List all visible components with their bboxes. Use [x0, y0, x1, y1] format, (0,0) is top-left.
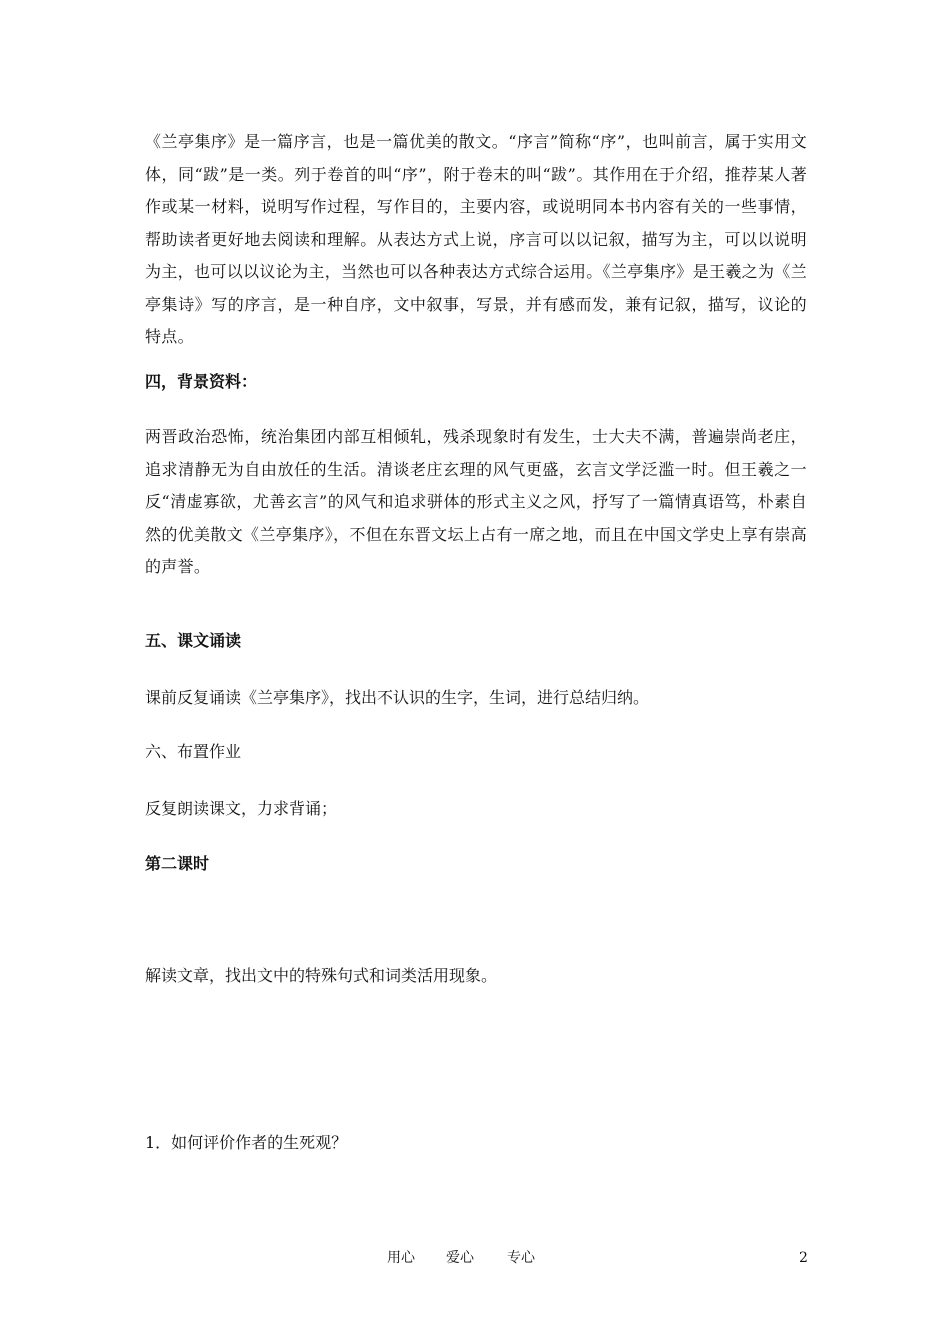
footer-item: 爱心 — [446, 1250, 474, 1266]
section-4-heading: 四，背景资料： — [145, 372, 258, 391]
footer-item: 专心 — [507, 1250, 535, 1266]
intro-paragraph: 《兰亭集序》是一篇序言，也是一篇优美的散文。“序言”简称“序”，也叫前言，属于实用文体，同“跋”是一类。列于卷首的叫“序”，附于卷末的叫“跋”。其作用在于介绍，推荐某人著作或某一材料，说明写作过程，写作目的，主要内容，或说明同本书内容有关的一些事情，帮助读者更好地去阅读和理解。从表达方式上说，序言可以以记叙，描写为主，可以以说明为主，也可以以议论为主，当然也可以各种表达方式综合运用。《兰亭集序》是王羲之为《兰亭集诗》写的序言，是一种自序，文中叙事，写景，并有感而发，兼有记叙，描写，议论的特点。 — [145, 132, 807, 346]
lesson-2-heading: 第二课时 — [145, 854, 210, 873]
reading-instruction: 课前反复诵读《兰亭集序》，找出不认识的生字，生词，进行总结归纳。 — [145, 688, 650, 707]
background-paragraph: 两晋政治恐怖，统治集团内部互相倾轧，残杀现象时有发生，士大夫不满，普遍崇尚老庄，追求清静无为自由放任的生活。清谈老庄玄理的风气更盛，玄言文学泛滥一时。但王羲之一反“清虚寡欲，尤善玄言”的风气和追求骈体的形式主义之风，抒写了一篇情真语笃，朴素自然的优美散文《兰亭集序》，不但在东晋文坛上占有一席之地，而且在中国文学史上享有崇高的声誉。 — [145, 427, 807, 576]
homework-text: 反复朗读课文，力求背诵； — [145, 799, 338, 818]
footer-item: 用心 — [387, 1250, 415, 1266]
lesson-2-task: 解读文章，找出文中的特殊句式和词类活用现象。 — [145, 966, 498, 985]
section-6-heading: 六、布置作业 — [145, 742, 242, 761]
section-5-heading: 五、课文诵读 — [145, 631, 242, 650]
page-number: 2 — [799, 1250, 808, 1266]
question-1: 1．如何评价作者的生死观？ — [145, 1133, 348, 1152]
